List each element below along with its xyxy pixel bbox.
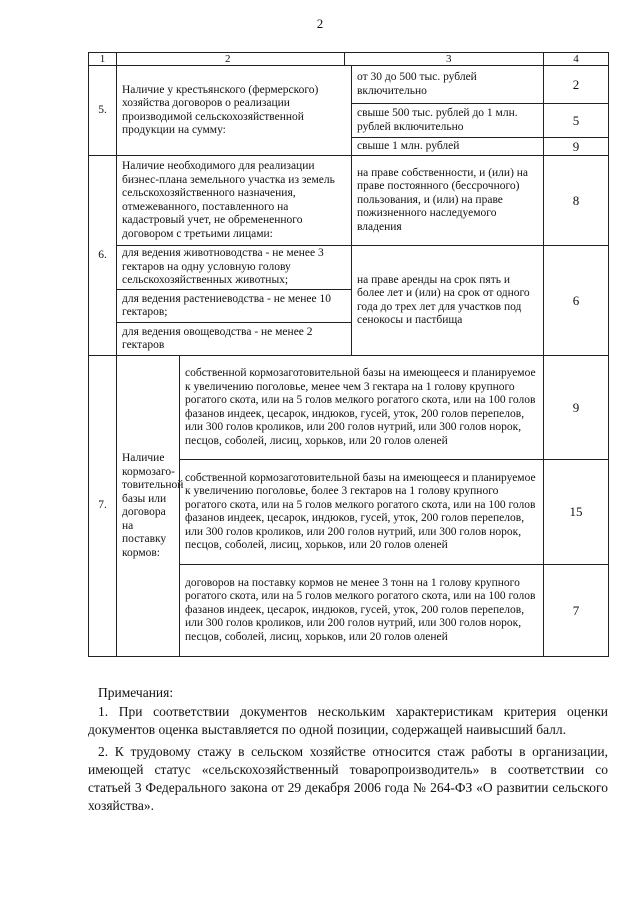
- notes-section: [88, 684, 608, 819]
- score-cell: 5: [544, 104, 609, 138]
- condition-cell: собственной кормозаготовительной базы на имеющееся и планируемое к увеличению поголовье, более 3 гектаров на 1 голову крупного рогатого скота, или на 5 голов мелкого рогатого скота, или на 100 голов фазанов индеек, цесарок, индюков, гусей, уток, 200 голов перепелов, или 300 голов кроликов, или 200 голов нутрий, или 300 голов норок, песцов, соболей, лисиц, хорьков, или 20 голов оленей: [180, 460, 544, 565]
- condition-cell: на праве собственности, и (или) на праве постоянного (бессрочного) пользования, и (или) на праве пожизненного наследуемого владения: [352, 156, 544, 246]
- criterion-cell: Наличие кормозаго-товительной базы или договора на поставку кормов:: [117, 356, 180, 657]
- row-number: 6.: [89, 156, 117, 356]
- note-item: 1. При соответствии документов нескольким характеристикам критерия оценки документов оценка выставляется по одной позиции, содержащей наивысший балл.: [88, 704, 608, 737]
- page-number: 2: [316, 16, 324, 31]
- note-item: 2. К трудовому стажу в сельском хозяйстве относится стаж работы в организации, имеющей статус «сельскохозяйственный товаропроизводитель» в соответствии со статьей 3 Федерального закона от 29 декабря 2006 года № 264-ФЗ «О развитии сельского хозяйства».: [88, 744, 608, 813]
- header-col-2: 2: [225, 53, 231, 65]
- criterion-cell: Наличие необходимого для реализации бизнес-плана земельного участка из земель сельскохозяйственного назначения, отмежеванного, поставленного на кадастровый учет, не обремененного договором с третьими лицами:: [117, 156, 352, 246]
- score-cell: 2: [544, 66, 609, 104]
- score-cell: 6: [544, 246, 609, 356]
- condition-cell: на праве аренды на срок пять и более лет и (или) на срок от одного года до трех лет для участков под сенокосы и пастбища: [352, 246, 544, 356]
- row-number: 7.: [89, 356, 117, 657]
- score-cell: 8: [544, 156, 609, 246]
- table-row: [89, 246, 609, 290]
- header-col-2-3: [117, 53, 544, 66]
- score-cell: 7: [544, 565, 609, 657]
- condition-cell: свыше 500 тыс. рублей до 1 млн. рублей включительно: [352, 104, 544, 138]
- header-col-1: 1: [89, 53, 117, 66]
- table-row: [89, 156, 609, 246]
- condition-cell: от 30 до 500 тыс. рублей включительно: [352, 66, 544, 104]
- criteria-table: [88, 52, 609, 657]
- notes-heading: Примечания:: [98, 685, 174, 700]
- land-purpose-cell: для ведения растениеводства - не менее 10 гектаров;: [117, 290, 352, 323]
- header-divider: [344, 52, 345, 66]
- land-purpose-cell: для ведения животноводства - не менее 3 гектаров на одну условную голову сельскохозяйственных животных;: [117, 246, 352, 290]
- table-row: [89, 66, 609, 104]
- header-col-3: 3: [446, 53, 452, 65]
- score-cell: 15: [544, 460, 609, 565]
- header-col-4: 4: [544, 53, 609, 66]
- score-cell: 9: [544, 138, 609, 156]
- criterion-cell: Наличие у крестьянского (фермерского) хозяйства договоров о реализации производимой сельскохозяйственной продукции на сумму:: [117, 66, 352, 156]
- score-cell: 9: [544, 356, 609, 460]
- condition-cell: договоров на поставку кормов не менее 3 тонн на 1 голову крупного рогатого скота, или на 5 голов мелкого рогатого скота, или на 100 голов фазанов индеек, цесарок, индюков, гусей, уток, 200 голов перепелов, или 300 голов кроликов, или 200 голов нутрий, или 300 голов норок, песцов, соболей, лисиц, хорьков, или 20 голов оленей: [180, 565, 544, 657]
- condition-cell: свыше 1 млн. рублей: [352, 138, 544, 156]
- table-row: [89, 356, 609, 460]
- land-purpose-cell: для ведения овощеводства - не менее 2 гектаров: [117, 323, 352, 356]
- table-header-row: [89, 53, 609, 66]
- condition-cell: собственной кормозаготовительной базы на имеющееся и планируемое к увеличению поголовье, менее чем 3 гектара на 1 голову крупного рогатого скота, или на 5 голов мелкого рогатого скота, или на 100 голов фазанов индеек, цесарок, индюков, гусей, уток, 200 голов перепелов, или 300 голов кроликов, или 200 голов нутрий, или 300 голов норок, песцов, соболей, лисиц, хорьков, или 20 голов оленей: [180, 356, 544, 460]
- row-number: 5.: [89, 66, 117, 156]
